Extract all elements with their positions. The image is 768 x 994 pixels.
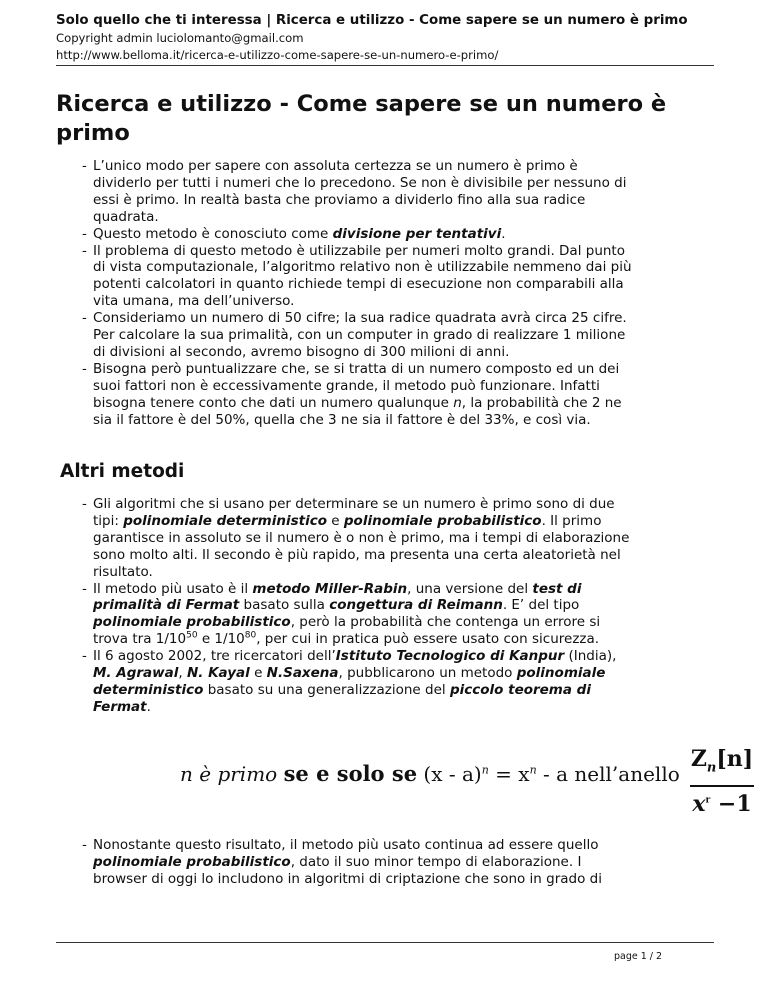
list-item bbox=[82, 837, 712, 888]
fraction-z: Z bbox=[690, 746, 707, 772]
text-line: polinomiale probabilistico, però la probabilità che contenga un errore si bbox=[93, 614, 601, 631]
emphasis-term: congettura di Reimann bbox=[329, 597, 503, 614]
text-line: garantisce in assoluto se il numero è o non è primo, ma i tempi di elaborazione bbox=[93, 529, 630, 546]
formula-sse: se e solo se bbox=[283, 761, 418, 786]
page-title-line-1: Ricerca e utilizzo - Come sapere se un numero è bbox=[56, 91, 667, 117]
fraction-bar bbox=[690, 785, 754, 787]
text-line: - Nonostante questo risultato, il metodo più usato continua ad essere quello bbox=[93, 837, 599, 853]
text-line: primalità di Fermat basato sulla congettura di Reimann. E’ del tipo bbox=[93, 597, 580, 614]
text-line: M. Agrawal, N. Kayal e N.Saxena, pubblicarono un metodo polinomiale bbox=[93, 665, 606, 682]
text-line: trova tra $1/10^{50}$ e $1/10^{80}$, per cui in pratica può essere usato con sicurezza. bbox=[93, 630, 600, 648]
page-title bbox=[56, 90, 716, 148]
section-heading-altri-metodi: Altri metodi bbox=[60, 461, 185, 482]
emphasis-term: piccolo teorema di bbox=[449, 681, 591, 698]
list-item bbox=[82, 158, 712, 226]
superscript-exponent: 50 bbox=[186, 630, 198, 641]
document-header bbox=[56, 12, 714, 64]
text-line: dividerlo per tutti i numeri che lo precedono. Se non è divisibile per nessuno di bbox=[93, 174, 627, 191]
fraction-denominator bbox=[690, 790, 754, 818]
list-item bbox=[82, 496, 712, 581]
list-item bbox=[82, 226, 712, 243]
fraction-z-sub: n bbox=[706, 760, 717, 776]
emphasis-term: primalità di Fermat bbox=[93, 597, 240, 614]
ring-fraction bbox=[690, 745, 754, 818]
fraction-x: x bbox=[692, 791, 706, 818]
text-line: - Gli algoritmi che si usano per determinare se un numero è primo sono di due bbox=[93, 496, 615, 512]
list-item bbox=[82, 648, 712, 716]
formula-exponent-n-2: n bbox=[529, 763, 537, 777]
emphasis-term: N. Kayal bbox=[186, 665, 250, 682]
text-line: sono molto alti. Il secondo è più rapido, ma presenta una certa aleatorietà nel bbox=[93, 546, 621, 563]
text-line: vita umana, ma dell’universo. bbox=[93, 293, 295, 310]
superscript-exponent: 80 bbox=[244, 630, 257, 641]
header-url[interactable]: http://www.belloma.it/ricerca-e-utilizzo-come-sapere-se-un-numero-e-primo/ bbox=[56, 48, 499, 62]
text-line: polinomiale probabilistico, dato il suo minor tempo di elaborazione. I bbox=[93, 853, 582, 870]
page-number: page 1 / 2 bbox=[614, 951, 663, 962]
footer-rule bbox=[56, 942, 714, 943]
emphasis-term: deterministico bbox=[93, 681, 204, 698]
list-item bbox=[82, 310, 712, 361]
emphasis-term: polinomiale probabilistico bbox=[93, 614, 291, 631]
text-line: risultato. bbox=[93, 563, 153, 580]
text-line: - Bisogna però puntualizzare che, se si tratta di un numero composto ed un dei bbox=[93, 360, 620, 377]
fraction-minus-one: −1 bbox=[710, 791, 752, 818]
text-line: quadrata. bbox=[93, 208, 159, 225]
section-3-list bbox=[82, 837, 712, 888]
primality-formula bbox=[180, 759, 680, 789]
header-copyright: Copyright admin luciolomanto@gmail.com bbox=[56, 31, 304, 45]
emphasis-term: metodo Miller-Rabin bbox=[252, 580, 408, 597]
formula-eq: = x bbox=[488, 762, 530, 786]
text-line: - L’unico modo per sapere con assoluta certezza se un numero è primo è bbox=[93, 158, 578, 174]
text-line: browser di oggi lo includono in algoritmi di criptazione che sono in grado di bbox=[93, 870, 602, 887]
text-line: - Il 6 agosto 2002, tre ricercatori dell’Istituto Tecnologico di Kanpur (India), bbox=[93, 648, 617, 665]
text-line: di vista computazionale, l’algoritmo relativo non è utilizzabile nemmeno dai più bbox=[93, 259, 632, 276]
emphasis-term: test di bbox=[532, 580, 582, 597]
emphasis-term: M. Agrawal bbox=[93, 665, 179, 682]
text-line: bisogna tenere conto che dati un numero qualunque n, la probabilità che 2 ne bbox=[93, 394, 622, 411]
italic-variable: n bbox=[453, 394, 462, 411]
page-title-line-2: primo bbox=[56, 120, 130, 146]
text-line: potenti calcolatori in quanto richiede tempi di esecuzione non comparabili alla bbox=[93, 276, 624, 293]
section-1-list bbox=[82, 158, 712, 429]
formula-n: n bbox=[180, 762, 193, 786]
list-item bbox=[82, 243, 712, 311]
formula-e-primo: è primo bbox=[192, 762, 284, 786]
emphasis-term: Istituto Tecnologico di Kanpur bbox=[335, 648, 565, 665]
text-line: deterministico basato su una generalizzazione del piccolo teorema di bbox=[93, 681, 591, 698]
section-2-list bbox=[82, 496, 712, 716]
text-line: suoi fattori non è eccessivamente grande, il metodo può funzionare. Infatti bbox=[93, 377, 600, 394]
text-line: di divisioni al secondo, avremo bisogno di 300 milioni di anni. bbox=[93, 343, 510, 360]
list-item bbox=[82, 581, 712, 649]
formula-exponent-n: n bbox=[481, 763, 489, 777]
text-line: - Questo metodo è conosciuto come divisione per tentativi. bbox=[93, 225, 506, 242]
emphasis-term: Fermat bbox=[93, 698, 147, 715]
text-line: - Il problema di questo metodo è utilizzabile per numeri molto grandi. Dal punto bbox=[93, 242, 625, 259]
fraction-bracket: [n] bbox=[716, 746, 754, 772]
text-line: - Il metodo più usato è il metodo Miller-Rabin, una versione del test di bbox=[93, 580, 582, 597]
formula-rest: - a nell’anello bbox=[536, 762, 680, 786]
fraction-exponent-r: r bbox=[705, 796, 711, 807]
header-title: Solo quello che ti interessa | Ricerca e utilizzo - Come sapere se un numero è primo bbox=[56, 13, 688, 28]
emphasis-term: polinomiale bbox=[516, 665, 606, 682]
fraction-numerator bbox=[690, 745, 754, 782]
text-line: - Consideriamo un numero di 50 cifre; la sua radice quadrata avrà circa 25 cifre. bbox=[93, 310, 627, 327]
list-item bbox=[82, 361, 712, 429]
text-line: tipi: polinomiale deterministico e polinomiale probabilistico. Il primo bbox=[93, 512, 602, 529]
text-line: sia il fattore è del 50%, quella che 3 ne sia il fattore è del 33%, e così via. bbox=[93, 411, 591, 428]
emphasis-term: polinomiale probabilistico bbox=[343, 512, 542, 529]
text-line: Per calcolare la sua primalità, con un computer in grado di realizzare 1 milione bbox=[93, 327, 626, 344]
text-line: Fermat. bbox=[93, 698, 151, 715]
formula-lhs: (x - a) bbox=[417, 762, 482, 786]
text-line: essi è primo. In realtà basta che proviamo a dividerlo fino alla sua radice bbox=[93, 191, 586, 208]
emphasis-term: N.Saxena bbox=[266, 665, 339, 682]
emphasis-term: polinomiale deterministico bbox=[123, 512, 327, 529]
emphasis-term: divisione per tentativi bbox=[332, 225, 502, 242]
header-rule bbox=[56, 65, 714, 66]
emphasis-term: polinomiale probabilistico bbox=[93, 853, 291, 870]
